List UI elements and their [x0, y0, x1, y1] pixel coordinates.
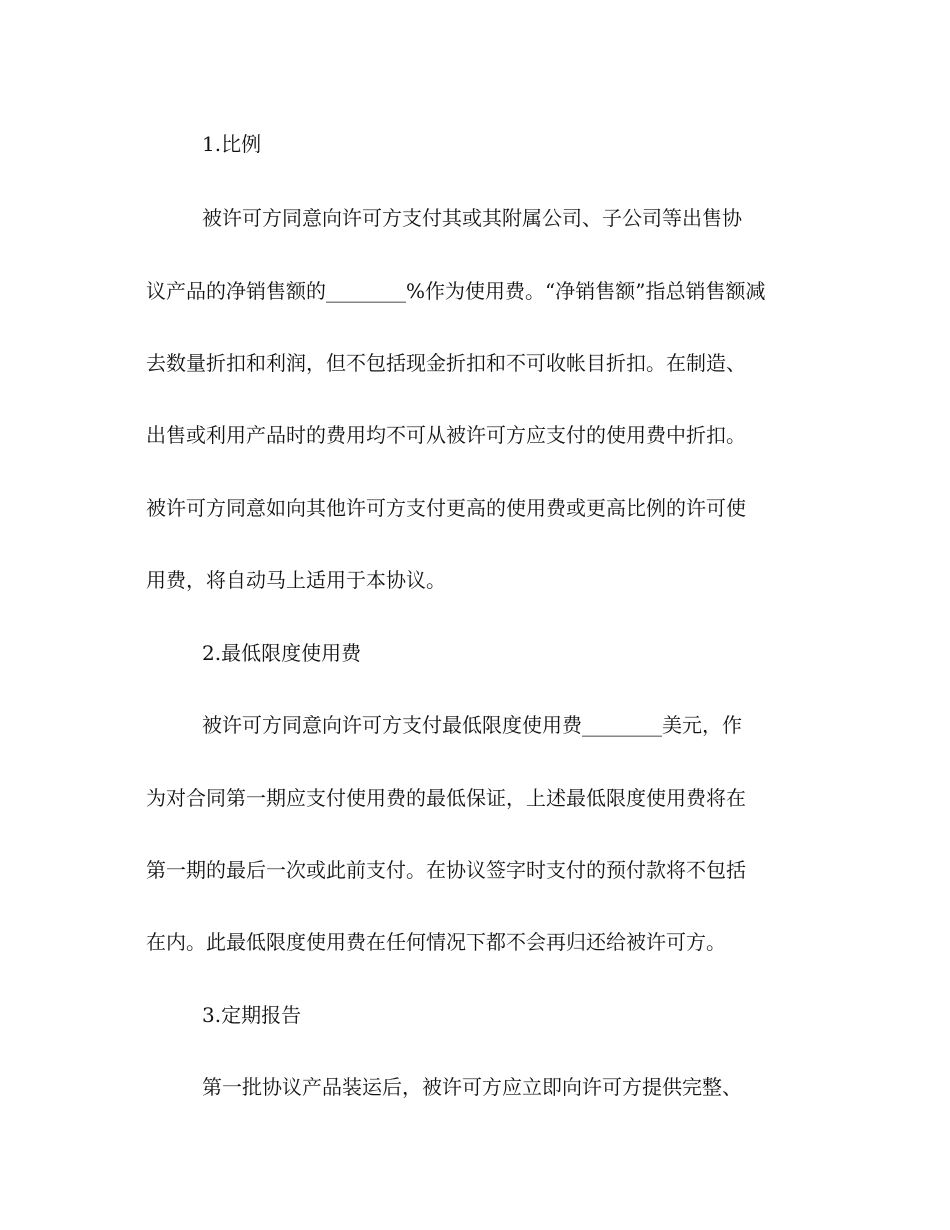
paragraph-line: 出售或利用产品时的费用均不可从被许可方应支付的使用费中折扣。	[146, 423, 746, 447]
paragraph-line: 去数量折扣和利润，但不包括现金折扣和不可收帐目折扣。在制造、	[146, 351, 746, 375]
paragraph-line: 被许可方同意向许可方支付最低限度使用费________美元，作	[202, 713, 742, 737]
paragraph-line: 在内。此最低限度使用费在任何情况下都不会再归还给被许可方。	[146, 930, 726, 954]
paragraph-line: 议产品的净销售额的________%作为使用费。“净销售额”指总销售额减	[146, 279, 766, 303]
section-heading-ratio: 1.比例	[202, 132, 262, 156]
paragraph-line: 为对合同第一期应支付使用费的最低保证，上述最低限度使用费将在	[146, 786, 746, 810]
paragraph-line: 第一批协议产品装运后，被许可方应立即向许可方提供完整、	[202, 1075, 742, 1099]
paragraph-line: 被许可方同意向许可方支付其或其附属公司、子公司等出售协	[202, 206, 742, 230]
paragraph-line: 被许可方同意如向其他许可方支付更高的使用费或更高比例的许可使	[146, 496, 746, 520]
paragraph-line: 用费，将自动马上适用于本协议。	[146, 568, 446, 592]
section-heading-minimum-fee: 2.最低限度使用费	[202, 641, 362, 665]
section-heading-reports: 3.定期报告	[202, 1003, 302, 1027]
paragraph-line: 第一期的最后一次或此前支付。在协议签字时支付的预付款将不包括	[146, 858, 746, 882]
